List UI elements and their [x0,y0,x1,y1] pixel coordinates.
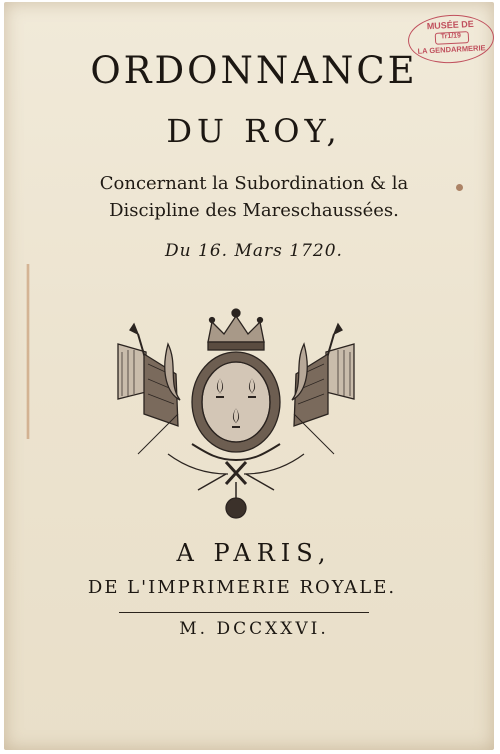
stamp-line-1: MUSÉE DE [426,18,474,32]
stamp-line-3: LA GENDARMERIE [417,43,486,56]
paper-crease [26,264,30,439]
divider-rule [119,612,369,613]
ordinance-date: Du 16. Mars 1720. [165,241,343,261]
stamp-line-2: Tr1/19 [440,32,462,41]
subtitle-line-1: Concernant la Subordination & la [99,173,409,194]
royal-arms-engraving [108,304,364,524]
imprint-year: M. DCCXXVI. [179,619,329,639]
page-title: ORDONNANCE [90,49,418,92]
document-page [4,2,494,750]
imprint-city: A PARIS, [176,539,332,567]
page-title-line-2: DU ROY, [166,112,342,150]
imprint-printer: DE L'IMPRIMERIE ROYALE. [87,577,397,598]
subtitle-line-2: Discipline des Mareschaussées. [109,200,399,221]
